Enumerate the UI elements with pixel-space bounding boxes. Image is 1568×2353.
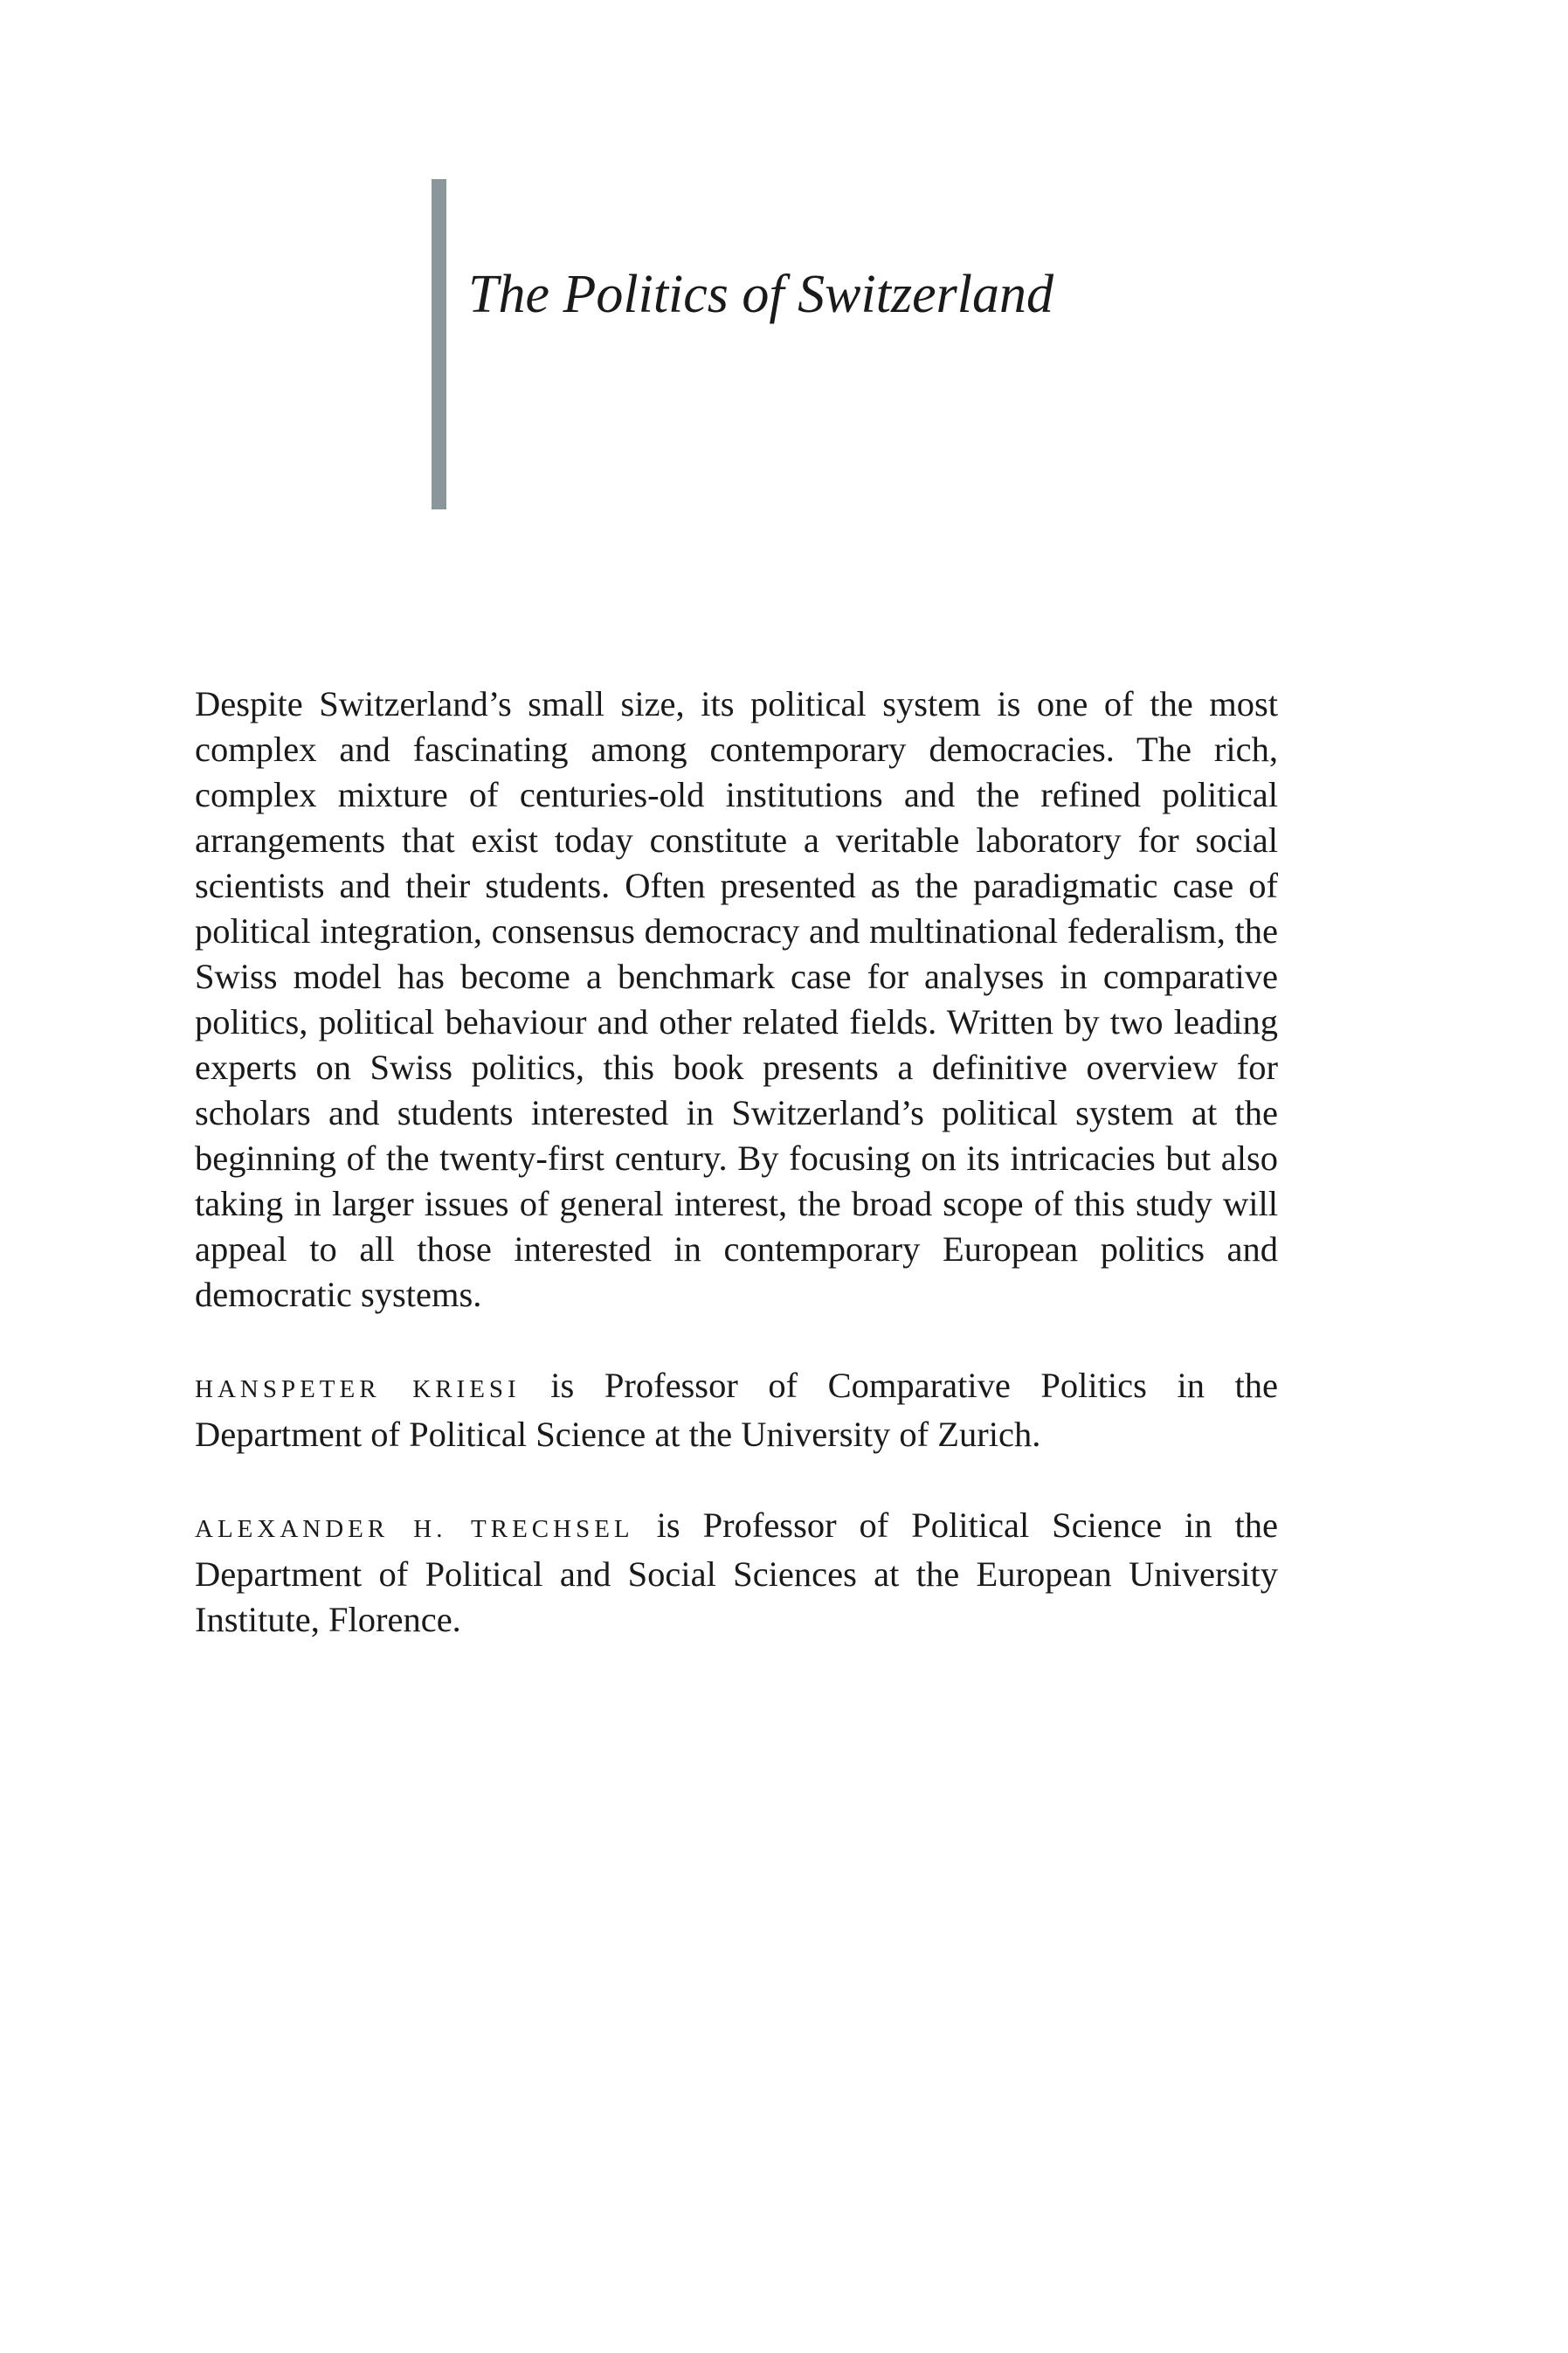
author-bio-text-kriesi: is Professor of Comparative Politics in the Department of Political Science at the University of Zurich.: [195, 1366, 1279, 1454]
title-accent-bar: [432, 179, 446, 509]
author-name-trechsel: ALEXANDER H. TRECHSEL: [195, 1515, 634, 1543]
book-description: Despite Switzerland’s small size, its political system is one of the most complex and fascinating among contemporary democracies. The rich, complex mixture of centuries-old institutions and the refined political arrangements that exist today constitute a veritable laboratory for social scientists and their students. Often presented as the paradigmatic case of political integration, consensus democracy and multinational federalism, the Swiss model has become a benchmark case for analyses in comparative politics, political behaviour and other related fields. Written by two leading experts on Swiss politics, this book presents a definitive overview for scholars and students interested in Switzerland’s political system at the beginning of the twenty-first century. By focusing on its intricacies but also taking in larger issues of general interest, the broad scope of this study will appeal to all those interested in contemporary European politics and democratic systems.: [195, 684, 1278, 1314]
author-name-kriesi: HANSPETER KRIESI: [195, 1375, 521, 1403]
back-matter-text: [195, 682, 1278, 1643]
author-bio-trechsel: [195, 1503, 1278, 1643]
author-bio-text-trechsel: is Professor of Political Science in the Department of Political and Social Sciences at the European University Institute, Florence.: [195, 1505, 1278, 1639]
book-title: The Politics of Switzerland: [468, 265, 1053, 324]
author-bio-kriesi: [195, 1363, 1278, 1457]
